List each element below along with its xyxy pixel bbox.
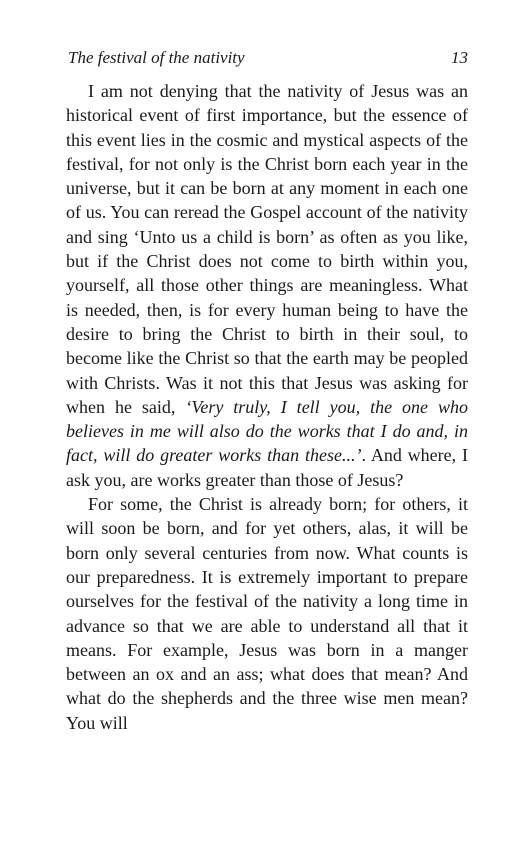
page-number: 13 [451, 48, 468, 67]
book-page [66, 0, 468, 850]
bible-quote: ‘Very truly, I tell you, the one who believes in me will also do the works that I do and, in fact, will do greater works than these...’ [66, 396, 468, 466]
paragraph [66, 79, 468, 492]
body-text [66, 79, 468, 735]
text-segment: . And where, I ask you, are works greater than those of Jesus? [66, 445, 468, 490]
text-segment: I am not denying that the nativity of Jesus was an historical event of first importance, but the essence of this event lies in the cosmic and mystical aspects of the festival, for not only is the Christ born each year in the universe, but it can be born at any moment in each one of us. You can reread the Gospel account of the nativity and sing ‘Unto us a child is born’ as often as you like, but if the Christ does not come to birth within you, yourself, all those other things are meaningless. What is needed, then, is for every human being to have the desire to bring the Christ to birth in their soul, to become like the Christ so that the earth may be peopled with Christs. Was it not this that Jesus was asking for when he said, [66, 81, 468, 417]
running-header [66, 46, 468, 70]
paragraph [66, 492, 468, 735]
text-segment: For some, the Christ is already born; for others, it will soon be born, and for yet others, alas, it will be born only several centuries from now. What counts is our preparedness. It is extremely important to prepare ourselves for the festival of the nativity a long time in advance so that we are able to understand all that it means. For example, Jesus was born in a manger between an ox and an ass; what does that mean? And what do the shepherds and the three wise men mean? You will [66, 494, 468, 733]
running-title: The festival of the nativity [68, 48, 245, 67]
